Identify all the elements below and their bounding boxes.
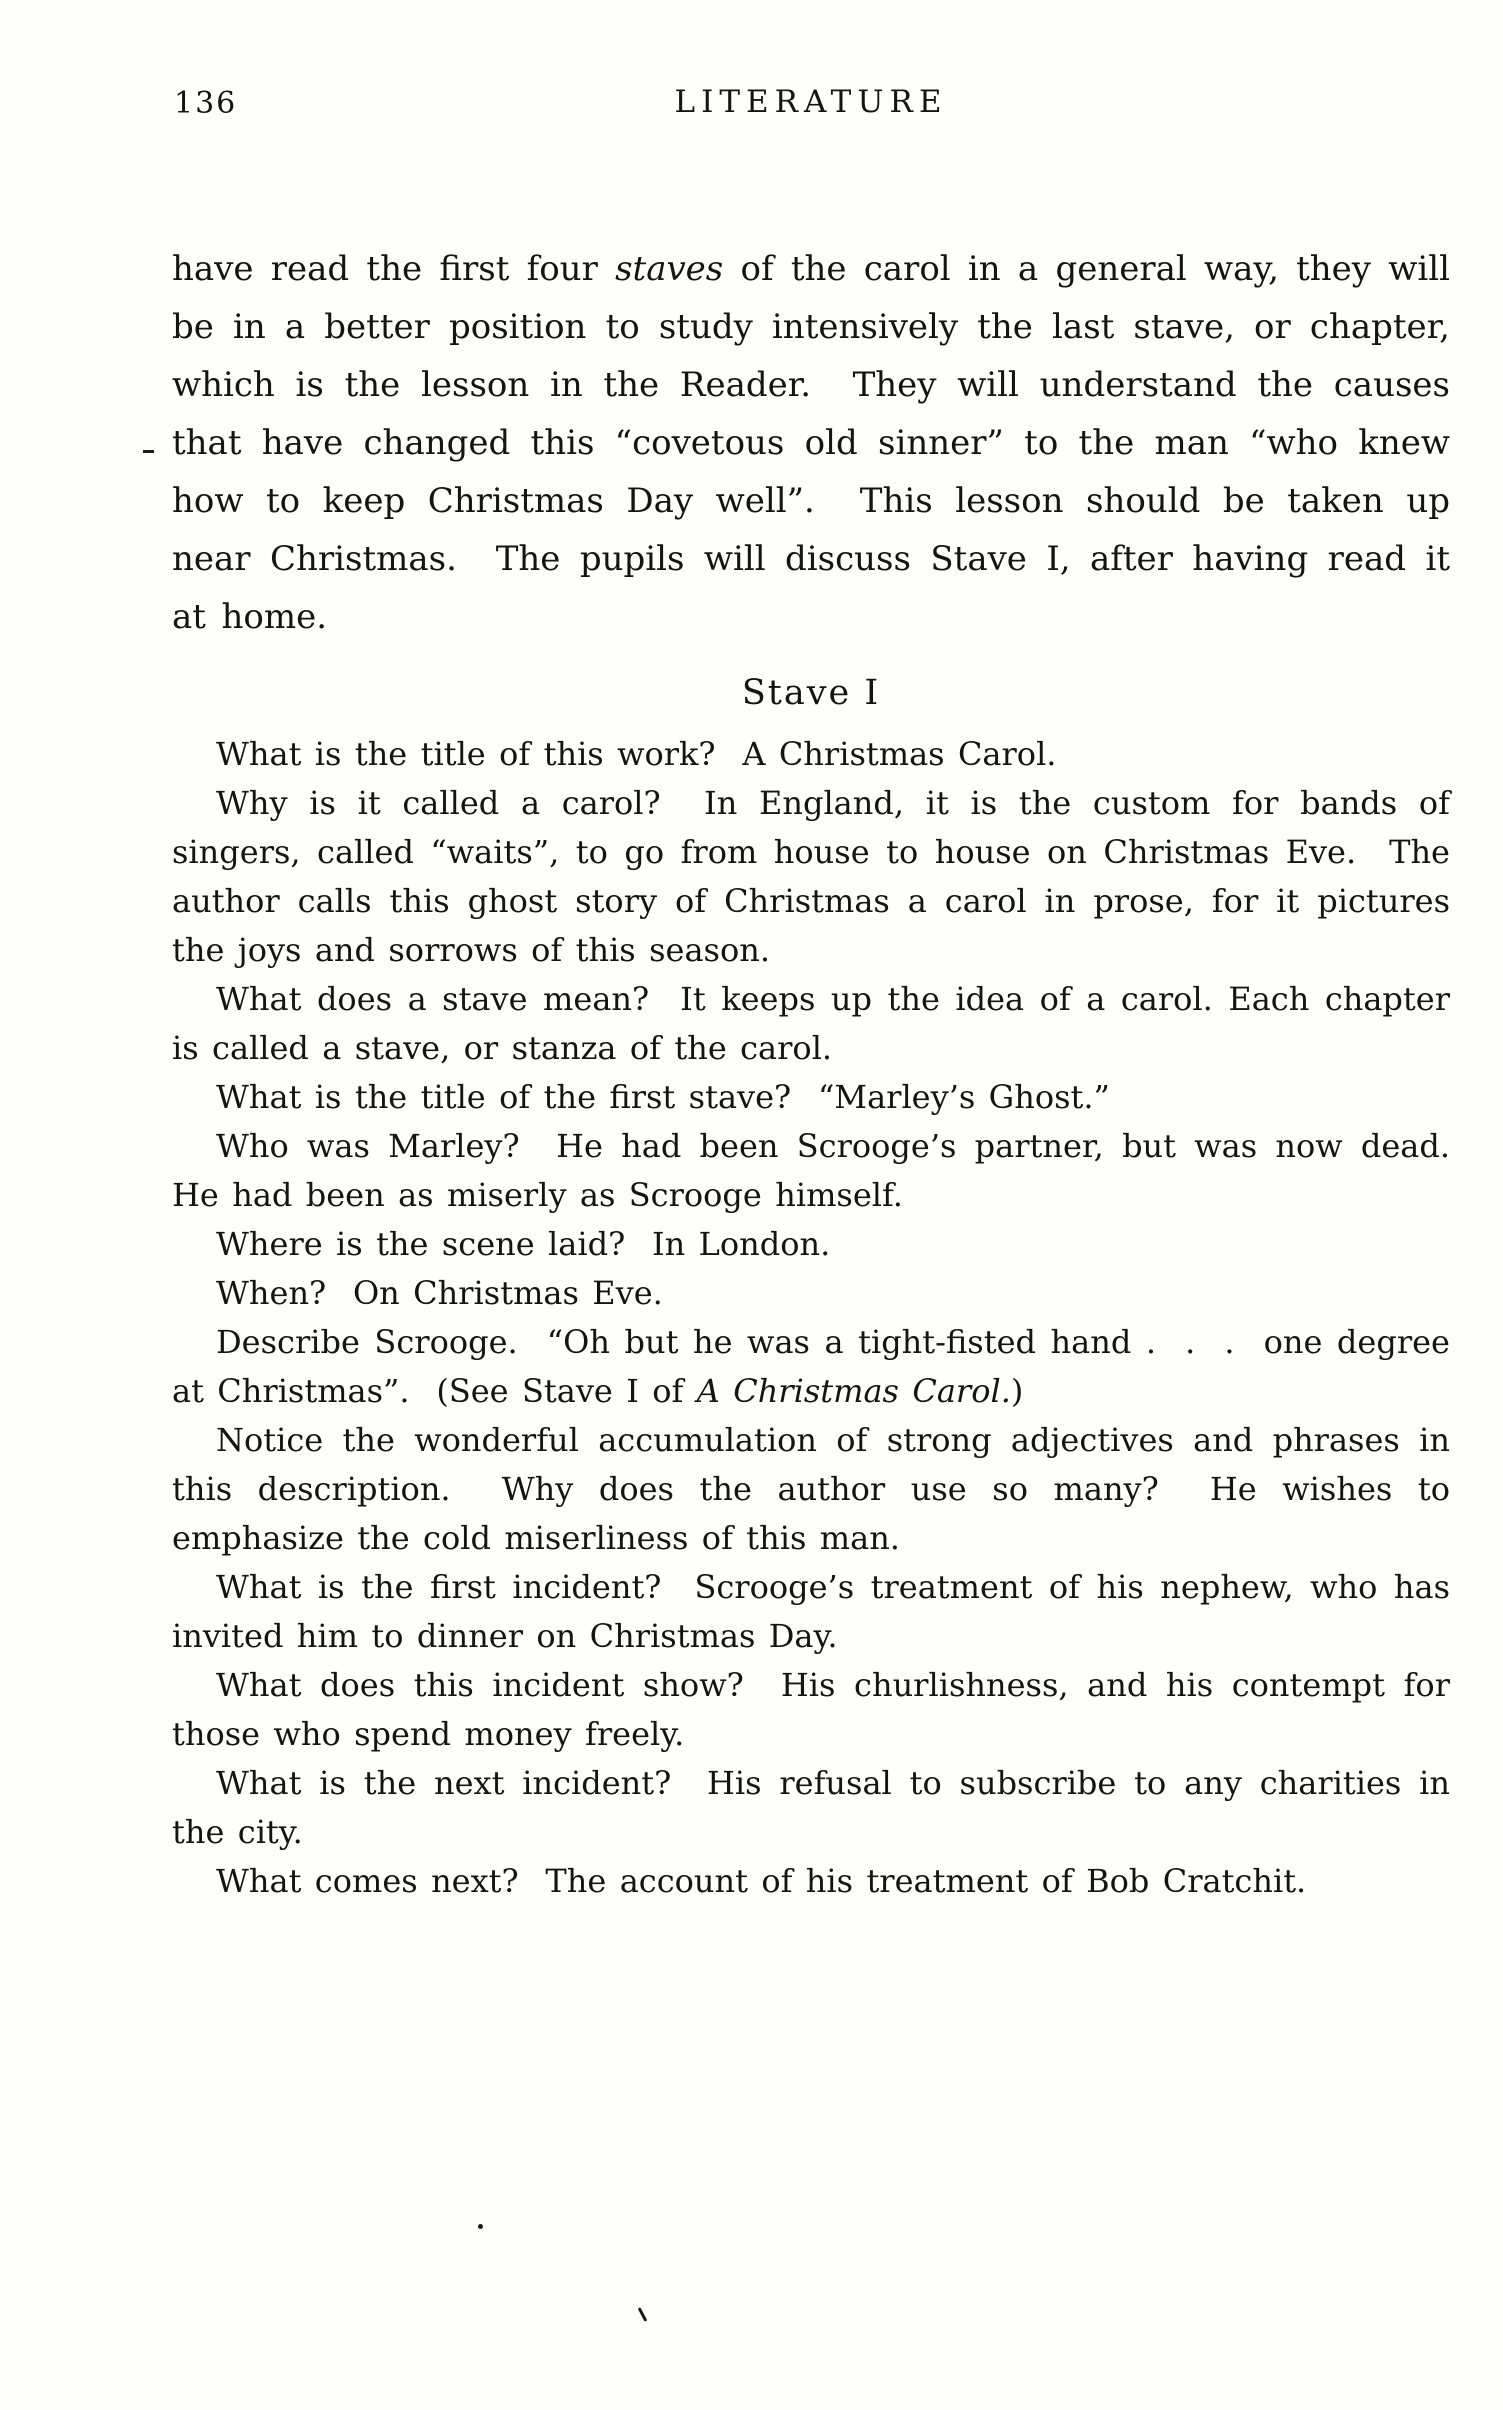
qa-paragraph <box>172 1318 1464 1416</box>
text-run: Who was Marley? He had been Scrooge’s partner, but was now dead. He had been as miserly as Scrooge himself. <box>172 1127 1477 1214</box>
text-run: A Christmas Carol. <box>696 1372 1011 1410</box>
text-run: What is the next incident? His refusal to subscribe to any charities in the city. <box>172 1764 1464 1851</box>
text-run: Describe Scrooge. “Oh but he was a tight-fisted hand . . . one degree at Christmas”. (See Stave I of <box>172 1323 1464 1410</box>
text-run: ) <box>1010 1372 1024 1410</box>
qa-paragraph <box>172 1073 1450 1122</box>
text-run: What is the title of the first stave? “Marley’s Ghost.” <box>216 1078 1110 1116</box>
running-title: LITERATURE <box>674 84 948 120</box>
text-run: have read the first four <box>172 249 616 289</box>
qa-paragraph <box>172 1220 1450 1269</box>
text-run: When? On Christmas Eve. <box>216 1274 663 1312</box>
text-run: staves <box>615 249 724 289</box>
qa-paragraph <box>172 1563 1464 1661</box>
qa-paragraph <box>172 1857 1450 1906</box>
text-run: of the carol in a general way, they will be in a better position to study intensively the last stave, or chapter, which is the lesson in the Reader. They will understand the causes that have changed this “covetous old sinner” to the man “who knew how to keep Christmas Day well”. This lesson should be taken up near Christmas. The pupils will discuss Stave I, after having read it at home. <box>172 249 1466 637</box>
scan-artifact-backslash <box>638 2307 648 2322</box>
qa-paragraph <box>172 1122 1477 1220</box>
qa-paragraph <box>172 975 1464 1073</box>
scan-artifact-dash <box>143 450 154 453</box>
page-header <box>172 84 1450 126</box>
page-content <box>172 240 1477 1906</box>
qa-paragraph <box>172 1416 1464 1563</box>
text-run: Notice the wonderful accumulation of strong adjectives and phrases in this description. Why does the author use so many? He wishes to emphasize the cold miserliness of this man. <box>172 1421 1464 1557</box>
qa-paragraph <box>172 1759 1464 1857</box>
intro-paragraph <box>172 240 1466 646</box>
qa-paragraph <box>172 1269 1450 1318</box>
page-number: 136 <box>174 86 238 121</box>
text-run: What is the first incident? Scrooge’s treatment of his nephew, who has invited him to dinner on Christmas Day. <box>172 1568 1464 1655</box>
text-run: What does this incident show? His churlishness, and his contempt for those who spend money freely. <box>172 1666 1464 1753</box>
qa-paragraph <box>172 779 1464 975</box>
qa-section <box>172 730 1477 1906</box>
text-run: What is the title of this work? A Christmas Carol. <box>216 735 1057 773</box>
section-heading: Stave I <box>741 673 881 713</box>
text-run: What does a stave mean? It keeps up the idea of a carol. Each chapter is called a stave, or stanza of the carol. <box>172 980 1464 1067</box>
qa-paragraph <box>172 1661 1464 1759</box>
text-run: What comes next? The account of his treatment of Bob Cratchit. <box>216 1862 1307 1900</box>
text-run: Where is the scene laid? In London. <box>216 1225 831 1263</box>
qa-paragraph <box>172 730 1450 779</box>
scan-artifact-speck <box>478 2224 483 2229</box>
text-run: Why is it called a carol? In England, it is the custom for bands of singers, called “waits”, to go from house to house on Christmas Eve. The author calls this ghost story of Christmas a carol in prose, for it pictures the joys and sorrows of this season. <box>172 784 1464 969</box>
